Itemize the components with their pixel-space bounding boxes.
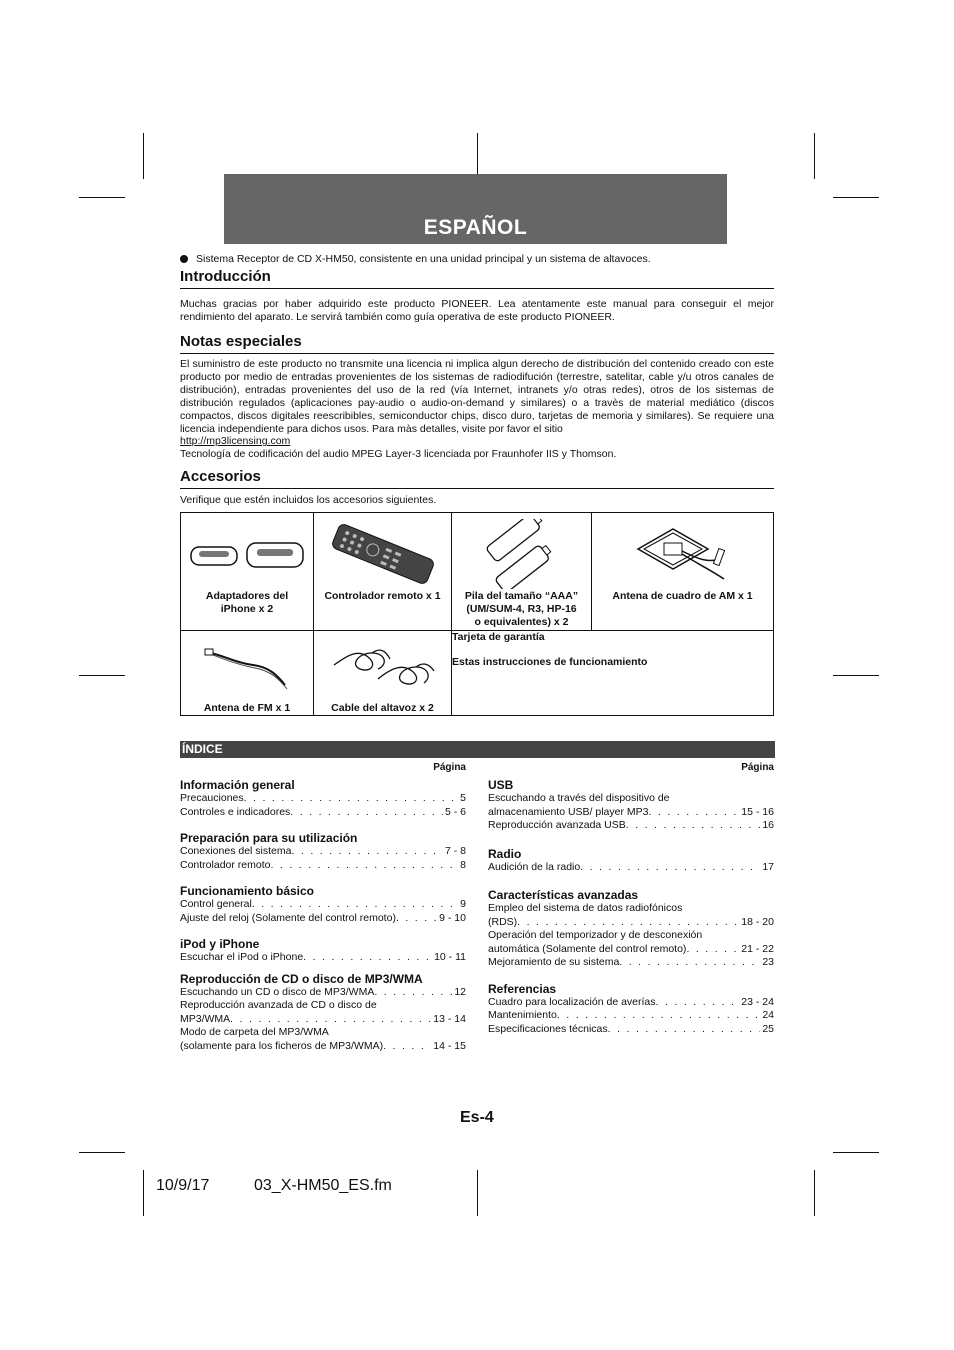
index-entry-label: Mejoramiento de su sistema — [488, 956, 620, 968]
accessories-table — [180, 512, 774, 716]
index-entry-page: 21 - 22 — [741, 942, 774, 955]
index-entry-label: almacenamiento USB/ player MP3 — [488, 805, 649, 818]
footer-date: 10/9/17 — [156, 1177, 210, 1194]
index-entry-label: Reproducción avanzada USB — [488, 819, 626, 831]
index-entry[interactable] — [180, 951, 466, 965]
accessory-caption: Pila del tamaño “AAA” (UM/SUM-4, R3, HP-16 o equivalentes) x 2 — [464, 590, 579, 628]
index-group-heading: Características avanzadas — [488, 888, 639, 902]
index-entry-label: (solamente para los ficheros de MP3/WMA) — [180, 1039, 384, 1052]
footer-file: 03_X-HM50_ES.fm — [254, 1177, 392, 1194]
index-entry-page: 25 — [762, 1022, 774, 1035]
index-entry[interactable] — [180, 845, 466, 859]
dot-leader — [291, 845, 443, 859]
index-entry-label: Mantenimiento — [488, 1009, 557, 1021]
index-entry[interactable] — [488, 916, 774, 930]
index-entry-label: Controlador remoto — [180, 858, 271, 871]
index-entry[interactable] — [180, 806, 466, 820]
accesorios-text: Verifique que estén incluidos los accesorios siguientes. — [180, 494, 437, 506]
accessory-caption: Antena de cuadro de AM x 1 — [612, 590, 753, 602]
index-entry-page: 14 - 15 — [433, 1039, 466, 1052]
index-group-heading: Funcionamiento básico — [180, 884, 315, 898]
accessory-cell — [181, 631, 314, 716]
index-bar — [180, 741, 775, 758]
index-group-heading: iPod y iPhone — [180, 937, 260, 951]
crop-mark — [79, 1152, 125, 1153]
page-number: Es-4 — [460, 1109, 494, 1126]
dot-leader — [626, 819, 761, 833]
index-entry-label: (RDS) — [488, 915, 518, 928]
section-heading-introduccion: Introducción — [180, 268, 774, 289]
index-entry[interactable] — [488, 943, 774, 957]
dot-leader — [303, 951, 432, 965]
dot-leader — [230, 1013, 431, 1027]
index-entry-label: Escuchando a través del dispositivo de — [488, 792, 670, 804]
accessory-cell — [181, 513, 314, 631]
crop-mark — [477, 133, 478, 179]
index-entry-page: 10 - 11 — [434, 951, 466, 963]
remote-control-illustration — [314, 519, 451, 594]
page-label: Página — [433, 762, 466, 773]
crop-mark — [79, 197, 125, 198]
accessory-caption: Antena de FM x 1 — [203, 702, 291, 714]
banner-title: ESPAÑOL — [423, 216, 528, 239]
index-entry-page: 23 — [762, 956, 774, 968]
section-heading-notas: Notas especiales — [180, 333, 774, 354]
notas-text-2: Tecnología de codificación del audio MPEG Layer-3 licenciada por Fraunhofer IIS y Thomson. — [180, 448, 617, 461]
accessory-cell — [314, 513, 452, 631]
accessory-cell — [314, 631, 452, 716]
bullet-icon — [180, 255, 188, 263]
index-entry[interactable] — [180, 1026, 466, 1040]
index-entry[interactable] — [488, 902, 774, 916]
index-entry[interactable] — [488, 956, 774, 970]
dot-leader — [656, 996, 740, 1010]
index-entry[interactable] — [180, 792, 466, 806]
dot-leader — [608, 1023, 761, 1037]
index-group-heading: Reproducción de CD o disco de MP3/WMA — [180, 971, 423, 986]
speaker-cable-illustration — [314, 635, 451, 702]
crop-mark — [143, 1170, 144, 1216]
dot-leader — [649, 806, 740, 820]
index-entry-page: 7 - 8 — [444, 845, 466, 857]
dot-leader — [396, 912, 437, 926]
section-heading-accesorios: Accesorios — [180, 468, 774, 489]
index-entry-label: Modo de carpeta del MP3/WMA — [180, 1026, 329, 1038]
index-group — [488, 847, 774, 875]
index-entry-page: 5 — [460, 792, 466, 804]
index-entry-page: 9 - 10 — [439, 911, 466, 924]
index-entry-label: Controles e indicadores — [180, 805, 291, 818]
iphone-adapter-illustration — [181, 519, 313, 584]
index-group — [180, 778, 466, 819]
index-group — [180, 831, 466, 872]
index-left-column — [180, 762, 466, 1053]
index-entry-label: Control general — [180, 898, 252, 910]
index-group — [488, 982, 774, 1037]
intro-note: Sistema Receptor de CD X-HM50, consistente en una unidad principal y un sistema de altavoces. — [180, 253, 651, 265]
index-entry-label: Escuchar el iPod o iPhone — [180, 951, 304, 963]
index-entry[interactable] — [488, 996, 774, 1010]
crop-mark — [833, 197, 879, 198]
accessory-caption: Controlador remoto x 1 — [324, 590, 441, 602]
dot-leader — [517, 916, 739, 930]
dot-leader — [557, 1009, 760, 1023]
index-entry-label: Operación del temporizador y de desconexión — [488, 929, 703, 941]
index-entry-page: 16 — [762, 819, 774, 831]
crop-mark — [814, 1170, 815, 1216]
index-group — [180, 972, 466, 1054]
index-group-heading: Radio — [488, 846, 522, 861]
index-group — [180, 884, 466, 925]
index-entry[interactable] — [180, 1013, 466, 1027]
dot-leader — [686, 943, 739, 957]
index-entry-label: Ajuste del reloj (Solamente del control remoto) — [180, 911, 396, 924]
index-entry-label: Conexiones del sistema — [180, 845, 292, 857]
introduccion-text: Muchas gracias por haber adquirido este producto PIONEER. Lea atentamente este manual para conseguir el mejor rendimiento del aparato. Le servirá también como guía operativa de este producto PIONEER. — [180, 298, 774, 323]
crop-mark — [79, 675, 125, 676]
index-entry-page: 15 - 16 — [741, 805, 774, 818]
accessory-cell — [592, 513, 774, 631]
index-entry[interactable] — [180, 912, 466, 926]
crop-mark — [143, 133, 144, 179]
index-entry[interactable] — [488, 929, 774, 943]
index-entry-label: Especificaciones técnicas — [488, 1022, 608, 1035]
crop-mark — [477, 1170, 478, 1216]
index-entry-label: Escuchando un CD o disco de MP3/WMA — [180, 985, 375, 998]
index-entry-label: Reproducción avanzada de CD o disco de — [180, 999, 377, 1011]
index-right-column — [488, 762, 774, 1036]
index-entry-page: 23 - 24 — [741, 995, 774, 1008]
dot-leader — [244, 792, 459, 806]
index-entry-label: Precauciones — [180, 792, 244, 804]
index-entry-label: automática (Solamente del control remoto) — [488, 942, 687, 955]
index-entry-page: 8 — [460, 858, 466, 871]
warranty-note: Tarjeta de garantía — [452, 631, 545, 643]
index-entry[interactable] — [180, 859, 466, 873]
notas-text-block — [180, 358, 774, 461]
accessory-cell — [452, 513, 592, 631]
battery-illustration — [452, 519, 591, 594]
index-entry-page: 5 - 6 — [444, 805, 466, 818]
crop-mark — [833, 1152, 879, 1153]
index-entry[interactable] — [488, 861, 774, 875]
dot-leader — [374, 986, 452, 1000]
index-entry-label: Audición de la radio — [488, 860, 581, 873]
index-group-heading: Información general — [180, 778, 295, 792]
index-entry[interactable] — [180, 898, 466, 912]
index-entry-page: 24 — [762, 1009, 774, 1021]
am-loop-antenna-illustration — [592, 519, 773, 594]
index-entry-page: 18 - 20 — [741, 915, 774, 928]
index-entry[interactable] — [180, 986, 466, 1000]
accessory-notes-cell — [452, 631, 774, 716]
index-group — [488, 778, 774, 833]
dot-leader — [252, 898, 458, 912]
index-entry-page: 9 — [460, 898, 466, 910]
notas-text: El suministro de este producto no transmite una licencia ni implica algun derecho de distribución del contenido creado con este producto por medio de entradas provenientes de los sistemas de radiodifución (terrestre, satelitar, cable y/u otros canales de distribución), entradas provenientes del uso de la red (vía Internet, intranets y/o otras redes), otros de los sistemas de distribución regulados (aplicaciones pay-audio o audio-on-demand y similares) o a travès de material mediático (discos compactos, discos digitales reescribibles, semiconductor chips, disco duro, tarjetas de memoria y similares). Se requiere una licencia independiente para dichos usos. Para màs detalles, visite por favor el sitio — [180, 358, 774, 435]
index-entry-page: 12 — [454, 985, 466, 998]
fm-antenna-illustration — [181, 635, 313, 702]
index-group-heading: USB — [488, 778, 514, 792]
dot-leader — [619, 956, 760, 970]
index-group-heading: Preparación para su utilización — [180, 831, 358, 845]
index-entry[interactable] — [488, 792, 774, 806]
accessory-caption: Cable del altavoz x 2 — [331, 702, 434, 714]
page-label: Página — [741, 762, 774, 773]
crop-mark — [814, 133, 815, 179]
crop-mark — [833, 675, 879, 676]
index-entry[interactable] — [488, 1023, 774, 1037]
index-entry[interactable] — [488, 806, 774, 820]
index-entry-page: 17 — [762, 860, 774, 873]
dot-leader — [270, 859, 458, 873]
index-title: ÍNDICE — [182, 742, 223, 756]
index-entry-page: 13 - 14 — [433, 1012, 466, 1025]
index-entry[interactable] — [488, 1009, 774, 1023]
index-entry-label: Empleo del sistema de datos radiofónicos — [488, 902, 683, 914]
index-entry-label: MP3/WMA — [180, 1012, 231, 1025]
dot-leader — [580, 861, 760, 875]
language-banner — [224, 174, 727, 244]
dot-leader — [290, 806, 443, 820]
instructions-note: Estas instrucciones de funcionamiento — [452, 656, 648, 668]
dot-leader — [383, 1040, 431, 1054]
licensing-link[interactable]: http://mp3licensing.com — [180, 435, 291, 448]
index-entry[interactable] — [180, 1040, 466, 1054]
index-entry-label: Cuadro para localización de averías — [488, 995, 656, 1008]
index-entry[interactable] — [180, 999, 466, 1013]
accessory-caption: Adaptadores del iPhone x 2 — [205, 590, 289, 615]
index-group-heading: Referencias — [488, 981, 557, 996]
index-group — [180, 937, 466, 965]
index-entry[interactable] — [488, 819, 774, 833]
index-group — [488, 888, 774, 970]
